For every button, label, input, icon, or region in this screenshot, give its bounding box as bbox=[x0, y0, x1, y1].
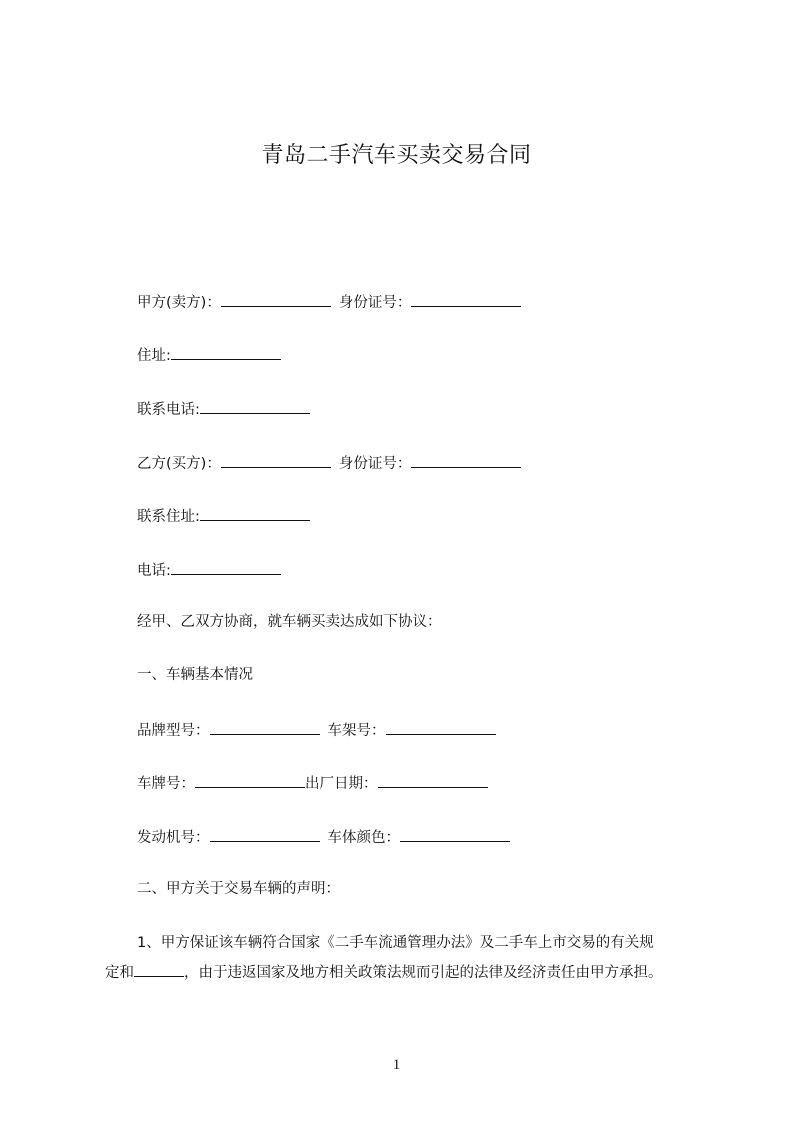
party-a-address-blank bbox=[171, 344, 281, 360]
plate-date-row bbox=[137, 772, 488, 794]
party-b-phone-label: 电话: bbox=[137, 563, 171, 579]
clause1-text-line1: 1、甲方保证该车辆符合国家《二手车流通管理办法》及二手车上市交易的有关规 bbox=[137, 935, 654, 951]
party-b-phone-row bbox=[137, 559, 281, 581]
brand-vin-row bbox=[137, 719, 496, 741]
clause1-suffix: ，由于违返国家及地方相关政策法规而引起的法律及经济责任由甲方承担。 bbox=[184, 965, 663, 981]
vin-label: 车架号： bbox=[327, 723, 386, 739]
vin-blank bbox=[386, 719, 496, 735]
party-b-label: 乙方(买方)： bbox=[137, 456, 221, 472]
brand-model-label: 品牌型号： bbox=[137, 723, 210, 739]
party-b-id-label: 身份证号： bbox=[338, 456, 412, 472]
party-a-label: 甲方(卖方)： bbox=[137, 295, 221, 311]
section1-heading: 一、车辆基本情况 bbox=[137, 667, 253, 683]
party-a-phone-label: 联系电话: bbox=[137, 402, 200, 418]
manufacture-date-label: 出厂日期： bbox=[305, 776, 378, 792]
party-a-name-blank bbox=[221, 291, 331, 307]
plate-label: 车牌号： bbox=[137, 776, 195, 792]
clause1-line2 bbox=[105, 961, 715, 983]
party-b-address-blank bbox=[200, 505, 310, 521]
color-label: 车体颜色： bbox=[327, 830, 400, 846]
party-b-row bbox=[137, 452, 521, 474]
engine-color-row bbox=[137, 826, 510, 848]
section2-heading: 二、甲方关于交易车辆的声明： bbox=[137, 881, 340, 897]
clause1-prefix: 定和 bbox=[105, 965, 134, 981]
party-a-phone-row bbox=[137, 398, 310, 420]
clause1-line1 bbox=[105, 933, 715, 953]
party-b-address-row bbox=[137, 505, 310, 527]
engine-blank bbox=[210, 826, 320, 842]
engine-label: 发动机号： bbox=[137, 830, 210, 846]
brand-model-blank bbox=[210, 719, 320, 735]
party-b-name-blank bbox=[221, 452, 331, 468]
party-a-address-row bbox=[137, 344, 281, 366]
party-b-id-blank bbox=[411, 452, 521, 468]
plate-blank bbox=[195, 772, 305, 788]
party-b-address-label: 联系住址: bbox=[137, 509, 200, 525]
party-a-phone-blank bbox=[200, 398, 310, 414]
document-title: 青岛二手汽车买卖交易合同 bbox=[261, 143, 532, 168]
party-a-id-blank bbox=[411, 291, 521, 307]
manufacture-date-blank bbox=[378, 772, 488, 788]
party-a-row bbox=[137, 291, 521, 313]
party-a-id-label: 身份证号： bbox=[338, 295, 412, 311]
agreement-intro: 经甲、乙双方协商，就车辆买卖达成如下协议： bbox=[137, 614, 442, 630]
party-b-phone-blank bbox=[171, 559, 281, 575]
clause1-blank bbox=[134, 961, 184, 977]
page-number: 1 bbox=[392, 1057, 401, 1073]
party-a-address-label: 住址: bbox=[137, 348, 171, 364]
color-blank bbox=[400, 826, 510, 842]
